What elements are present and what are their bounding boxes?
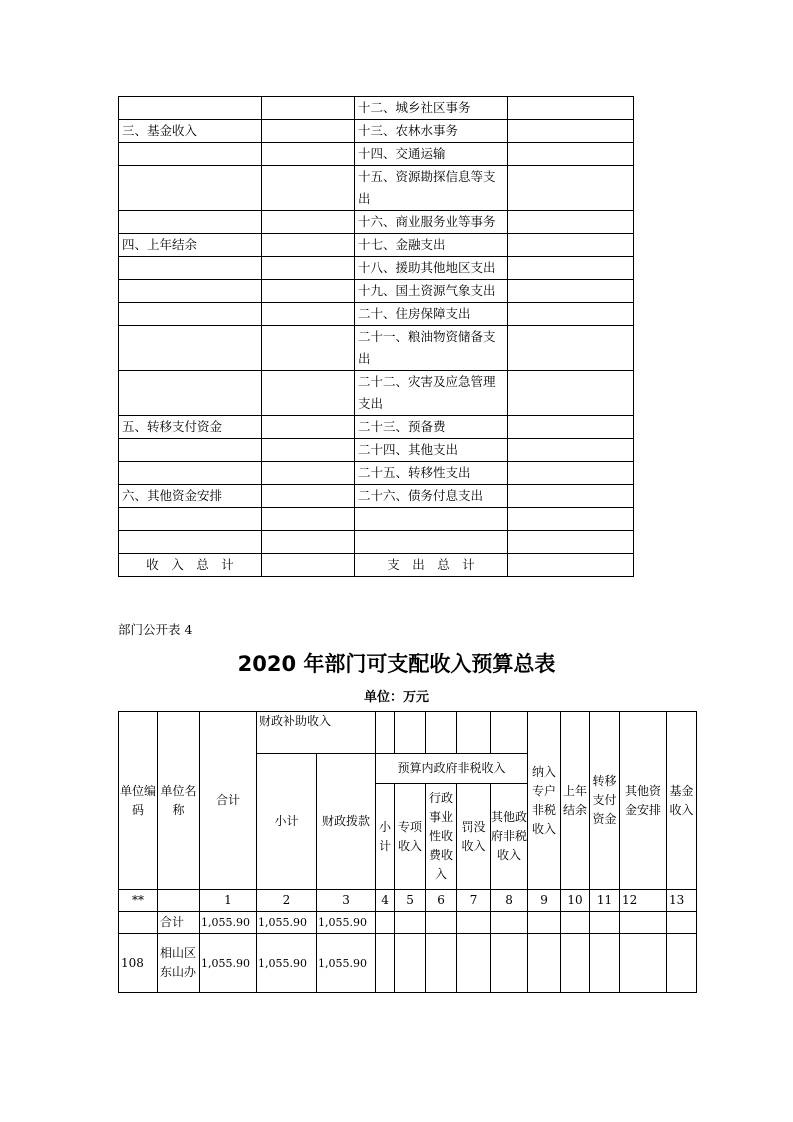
empty-cell (376, 912, 395, 934)
totals-row (119, 554, 634, 577)
header-blank (426, 712, 457, 754)
income-item (119, 371, 262, 416)
empty-cell (620, 912, 667, 934)
income-item: 三、基金收入 (119, 120, 262, 143)
expense-amount (508, 531, 634, 554)
expense-amount (508, 462, 634, 485)
income-amount (262, 485, 355, 508)
header-unit-code: 单位编码 (119, 712, 158, 890)
table-row (119, 462, 634, 485)
income-item (119, 166, 262, 211)
expense-amount (508, 166, 634, 211)
income-item (119, 257, 262, 280)
index-row (119, 890, 697, 912)
income-expense-table (118, 96, 634, 577)
empty-cell (667, 912, 697, 934)
unit-name-cell: 相山区东山办 (158, 934, 200, 993)
income-total-value (262, 554, 355, 577)
column-index: 9 (528, 890, 561, 912)
total-cell: 1,055.90 (200, 912, 257, 934)
expense-amount (508, 439, 634, 462)
empty-cell (491, 934, 528, 993)
expense-amount (508, 257, 634, 280)
subtotal-cell: 1,055.90 (257, 934, 317, 993)
unit-name-cell: 合计 (158, 912, 200, 934)
table-row (119, 97, 634, 120)
expense-amount (508, 120, 634, 143)
header-admin-fee: 行政事业性收费收入 (426, 784, 457, 890)
income-amount (262, 531, 355, 554)
expense-amount (508, 97, 634, 120)
expense-item: 十六、商业服务业等事务 (355, 211, 508, 234)
income-amount (262, 416, 355, 439)
empty-cell (590, 912, 620, 934)
empty-cell (395, 934, 426, 993)
empty-cell (457, 934, 491, 993)
column-index: 2 (257, 890, 317, 912)
expense-amount (508, 211, 634, 234)
income-amount (262, 120, 355, 143)
table-row (119, 120, 634, 143)
header-fiscal-subsidy: 财政补助收入 (257, 712, 376, 754)
income-item (119, 97, 262, 120)
income-amount (262, 303, 355, 326)
column-index: 7 (457, 890, 491, 912)
expense-amount (508, 416, 634, 439)
table-row (119, 303, 634, 326)
income-item (119, 211, 262, 234)
empty-cell (561, 912, 590, 934)
income-amount (262, 211, 355, 234)
expense-item: 十三、农林水事务 (355, 120, 508, 143)
header-prev-balance: 上年结余 (561, 712, 590, 890)
income-amount (262, 439, 355, 462)
expense-item: 二十四、其他支出 (355, 439, 508, 462)
column-index: 4 (376, 890, 395, 912)
column-index: 10 (561, 890, 590, 912)
table-row (119, 371, 634, 416)
income-amount (262, 371, 355, 416)
header-blank (395, 712, 426, 754)
income-amount (262, 326, 355, 371)
income-item (119, 462, 262, 485)
appropriation-cell: 1,055.90 (317, 934, 376, 993)
empty-cell (667, 934, 697, 993)
empty-cell (395, 912, 426, 934)
income-item: 五、转移支付资金 (119, 416, 262, 439)
header-fund-income: 基金收入 (667, 712, 697, 890)
income-item (119, 326, 262, 371)
table-row (119, 531, 634, 554)
expense-item: 二十三、预备费 (355, 416, 508, 439)
header-blank (491, 712, 528, 754)
header-fiscal-appropriation: 财政拨款 (317, 754, 376, 890)
expense-amount (508, 371, 634, 416)
table-row (119, 934, 697, 993)
income-item (119, 508, 262, 531)
expense-item: 十七、金融支出 (355, 234, 508, 257)
column-index: 11 (590, 890, 620, 912)
empty-cell (491, 912, 528, 934)
income-amount (262, 97, 355, 120)
header-nontax-group: 预算内政府非税收入 (376, 754, 528, 784)
header-subtotal: 小计 (257, 754, 317, 890)
income-item (119, 143, 262, 166)
column-index: 13 (667, 890, 697, 912)
unit-label: 单位：万元 (363, 690, 429, 705)
column-index: 8 (491, 890, 528, 912)
income-item (119, 439, 262, 462)
expense-item: 二十、住房保障支出 (355, 303, 508, 326)
table-caption: 部门公开表 4 (118, 622, 193, 637)
expense-item: 十四、交通运输 (355, 143, 508, 166)
expense-item: 二十一、粮油物资储备支出 (355, 326, 508, 371)
expense-amount (508, 280, 634, 303)
appropriation-cell: 1,055.90 (317, 912, 376, 934)
expense-item: 十二、城乡社区事务 (355, 97, 508, 120)
expense-amount (508, 303, 634, 326)
income-item: 六、其他资金安排 (119, 485, 262, 508)
empty-cell (561, 934, 590, 993)
empty-cell (426, 934, 457, 993)
expense-amount (508, 485, 634, 508)
expense-amount (508, 326, 634, 371)
table-row (119, 211, 634, 234)
empty-cell (528, 912, 561, 934)
expense-total-value (508, 554, 634, 577)
table-row (119, 234, 634, 257)
expense-item: 二十六、债务付息支出 (355, 485, 508, 508)
header-blank (376, 712, 395, 754)
column-index: 12 (620, 890, 667, 912)
income-amount (262, 462, 355, 485)
expense-amount (508, 508, 634, 531)
expense-item (355, 531, 508, 554)
total-cell: 1,055.90 (200, 934, 257, 993)
table-row (119, 485, 634, 508)
income-item (119, 303, 262, 326)
header-blank (457, 712, 491, 754)
header-special-income: 专项收入 (395, 784, 426, 890)
column-index: 3 (317, 890, 376, 912)
table-row (119, 912, 697, 934)
expense-item: 十九、国土资源气象支出 (355, 280, 508, 303)
header-transfer-funds: 转移支付资金 (590, 712, 620, 890)
income-amount (262, 280, 355, 303)
column-index: ** (119, 890, 158, 912)
empty-cell (590, 934, 620, 993)
expense-total-label: 支 出 总 计 (355, 554, 508, 577)
income-total-label: 收 入 总 计 (119, 554, 262, 577)
expense-item: 二十二、灾害及应急管理支出 (355, 371, 508, 416)
subtotal-cell: 1,055.90 (257, 912, 317, 934)
income-item (119, 531, 262, 554)
table-row (119, 439, 634, 462)
header-other-nontax: 其他政府非税收入 (491, 784, 528, 890)
expense-item: 十八、援助其他地区支出 (355, 257, 508, 280)
unit-code-cell: 108 (119, 934, 158, 993)
income-amount (262, 166, 355, 211)
empty-cell (528, 934, 561, 993)
empty-cell (620, 934, 667, 993)
income-item: 四、上年结余 (119, 234, 262, 257)
header-unit-name: 单位名称 (158, 712, 200, 890)
header-other-funds: 其他资金安排 (620, 712, 667, 890)
expense-item: 二十五、转移性支出 (355, 462, 508, 485)
column-index: 6 (426, 890, 457, 912)
unit-code-cell (119, 912, 158, 934)
income-item (119, 280, 262, 303)
header-total: 合计 (200, 712, 257, 890)
header-fines: 罚没收入 (457, 784, 491, 890)
table-row (119, 508, 634, 531)
table-row (119, 416, 634, 439)
empty-cell (426, 912, 457, 934)
column-index: 1 (200, 890, 257, 912)
table-row (119, 257, 634, 280)
disposable-income-budget-table (118, 711, 697, 993)
column-index: 5 (395, 890, 426, 912)
header-nontax-subtotal: 小计 (376, 784, 395, 890)
expense-amount (508, 234, 634, 257)
table-row (119, 326, 634, 371)
income-amount (262, 143, 355, 166)
empty-cell (457, 912, 491, 934)
column-index (158, 890, 200, 912)
table-row (119, 280, 634, 303)
page-title: 2020 年部门可支配收入预算总表 (237, 652, 556, 676)
expense-item (355, 508, 508, 531)
table-row (119, 166, 634, 211)
income-amount (262, 257, 355, 280)
header-fiscal-account-nontax: 纳入专户非税收入 (528, 712, 561, 890)
income-amount (262, 508, 355, 531)
expense-item: 十五、资源勘探信息等支出 (355, 166, 508, 211)
expense-amount (508, 143, 634, 166)
empty-cell (376, 934, 395, 993)
table-row (119, 143, 634, 166)
income-amount (262, 234, 355, 257)
